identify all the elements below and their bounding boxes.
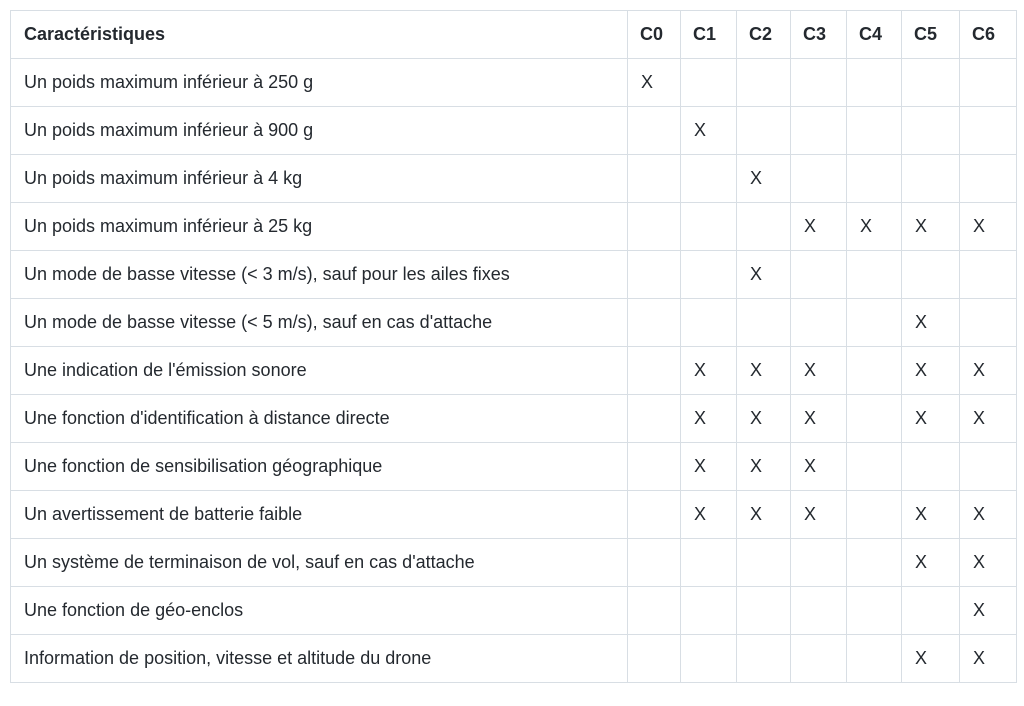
class-mark-cell-c4 (847, 635, 902, 683)
class-mark-cell-c5: X (902, 635, 960, 683)
class-mark-cell-c6 (960, 251, 1017, 299)
table-row (11, 635, 1017, 683)
class-mark-cell-c6: X (960, 539, 1017, 587)
header-class-c6: C6 (960, 11, 1017, 59)
class-mark-cell-c2 (737, 203, 791, 251)
class-mark-cell-c0: X (628, 59, 681, 107)
class-mark-cell-c0 (628, 395, 681, 443)
class-mark-cell-c3 (791, 299, 847, 347)
class-mark-cell-c5 (902, 59, 960, 107)
header-class-c2: C2 (737, 11, 791, 59)
class-mark-cell-c4 (847, 107, 902, 155)
table-row (11, 395, 1017, 443)
class-mark-cell-c5 (902, 587, 960, 635)
class-mark-cell-c3 (791, 59, 847, 107)
class-mark-cell-c5: X (902, 539, 960, 587)
class-mark-cell-c6 (960, 299, 1017, 347)
header-characteristics: Caractéristiques (11, 11, 628, 59)
class-mark-cell-c6: X (960, 491, 1017, 539)
class-mark-cell-c3: X (791, 203, 847, 251)
class-mark-cell-c0 (628, 635, 681, 683)
class-mark-cell-c6: X (960, 587, 1017, 635)
table-row (11, 107, 1017, 155)
class-mark-cell-c5 (902, 443, 960, 491)
class-mark-cell-c3: X (791, 395, 847, 443)
class-mark-cell-c2: X (737, 395, 791, 443)
class-mark-cell-c3 (791, 155, 847, 203)
class-mark-cell-c2: X (737, 251, 791, 299)
class-mark-cell-c0 (628, 251, 681, 299)
row-characteristic-label: Information de position, vitesse et altitude du drone (11, 635, 628, 683)
class-mark-cell-c4 (847, 155, 902, 203)
class-mark-cell-c1: X (681, 347, 737, 395)
class-mark-cell-c5: X (902, 395, 960, 443)
table-body (11, 59, 1017, 683)
class-mark-cell-c0 (628, 155, 681, 203)
class-mark-cell-c0 (628, 443, 681, 491)
table-row (11, 299, 1017, 347)
class-mark-cell-c4 (847, 347, 902, 395)
row-characteristic-label: Une fonction de géo-enclos (11, 587, 628, 635)
class-mark-cell-c2 (737, 635, 791, 683)
class-mark-cell-c3: X (791, 347, 847, 395)
class-mark-cell-c1: X (681, 107, 737, 155)
class-mark-cell-c1 (681, 539, 737, 587)
class-mark-cell-c1 (681, 587, 737, 635)
class-mark-cell-c4 (847, 59, 902, 107)
class-mark-cell-c1 (681, 203, 737, 251)
class-mark-cell-c2 (737, 107, 791, 155)
header-class-c0: C0 (628, 11, 681, 59)
class-mark-cell-c4 (847, 491, 902, 539)
table-row (11, 539, 1017, 587)
class-mark-cell-c5 (902, 107, 960, 155)
table-row (11, 203, 1017, 251)
class-mark-cell-c5: X (902, 347, 960, 395)
class-mark-cell-c6: X (960, 203, 1017, 251)
characteristics-table (10, 10, 1017, 683)
class-mark-cell-c5: X (902, 491, 960, 539)
class-mark-cell-c6 (960, 155, 1017, 203)
class-mark-cell-c4: X (847, 203, 902, 251)
table-header-row (11, 11, 1017, 59)
class-mark-cell-c6 (960, 107, 1017, 155)
class-mark-cell-c2: X (737, 347, 791, 395)
table-row (11, 491, 1017, 539)
class-mark-cell-c5 (902, 155, 960, 203)
header-class-c4: C4 (847, 11, 902, 59)
class-mark-cell-c6 (960, 59, 1017, 107)
row-characteristic-label: Un système de terminaison de vol, sauf en cas d'attache (11, 539, 628, 587)
class-mark-cell-c6: X (960, 395, 1017, 443)
row-characteristic-label: Un mode de basse vitesse (< 5 m/s), sauf en cas d'attache (11, 299, 628, 347)
class-mark-cell-c5: X (902, 203, 960, 251)
header-class-c3: C3 (791, 11, 847, 59)
class-mark-cell-c0 (628, 587, 681, 635)
row-characteristic-label: Une fonction d'identification à distance directe (11, 395, 628, 443)
table-row (11, 155, 1017, 203)
class-mark-cell-c4 (847, 443, 902, 491)
row-characteristic-label: Une indication de l'émission sonore (11, 347, 628, 395)
class-mark-cell-c5 (902, 251, 960, 299)
table-row (11, 443, 1017, 491)
class-mark-cell-c3 (791, 635, 847, 683)
table-row (11, 59, 1017, 107)
class-mark-cell-c0 (628, 539, 681, 587)
class-mark-cell-c4 (847, 251, 902, 299)
class-mark-cell-c1 (681, 251, 737, 299)
class-mark-cell-c4 (847, 395, 902, 443)
class-mark-cell-c4 (847, 587, 902, 635)
class-mark-cell-c0 (628, 347, 681, 395)
class-mark-cell-c0 (628, 299, 681, 347)
table-row (11, 347, 1017, 395)
row-characteristic-label: Un avertissement de batterie faible (11, 491, 628, 539)
class-mark-cell-c0 (628, 107, 681, 155)
class-mark-cell-c6: X (960, 635, 1017, 683)
class-mark-cell-c2: X (737, 443, 791, 491)
class-mark-cell-c3 (791, 587, 847, 635)
class-mark-cell-c2 (737, 539, 791, 587)
class-mark-cell-c1: X (681, 395, 737, 443)
class-mark-cell-c1 (681, 635, 737, 683)
class-mark-cell-c5: X (902, 299, 960, 347)
row-characteristic-label: Un mode de basse vitesse (< 3 m/s), sauf pour les ailes fixes (11, 251, 628, 299)
row-characteristic-label: Un poids maximum inférieur à 250 g (11, 59, 628, 107)
class-mark-cell-c1 (681, 155, 737, 203)
row-characteristic-label: Un poids maximum inférieur à 900 g (11, 107, 628, 155)
class-mark-cell-c2 (737, 587, 791, 635)
class-mark-cell-c6 (960, 443, 1017, 491)
class-mark-cell-c2: X (737, 491, 791, 539)
header-class-c1: C1 (681, 11, 737, 59)
class-mark-cell-c6: X (960, 347, 1017, 395)
class-mark-cell-c3 (791, 107, 847, 155)
row-characteristic-label: Un poids maximum inférieur à 4 kg (11, 155, 628, 203)
class-mark-cell-c3: X (791, 443, 847, 491)
class-mark-cell-c1: X (681, 443, 737, 491)
header-class-c5: C5 (902, 11, 960, 59)
row-characteristic-label: Une fonction de sensibilisation géographique (11, 443, 628, 491)
class-mark-cell-c2 (737, 299, 791, 347)
class-mark-cell-c1 (681, 299, 737, 347)
class-mark-cell-c2: X (737, 155, 791, 203)
characteristics-table-container (10, 10, 1017, 683)
class-mark-cell-c3: X (791, 491, 847, 539)
class-mark-cell-c4 (847, 539, 902, 587)
class-mark-cell-c1 (681, 59, 737, 107)
class-mark-cell-c4 (847, 299, 902, 347)
table-row (11, 251, 1017, 299)
class-mark-cell-c0 (628, 491, 681, 539)
class-mark-cell-c2 (737, 59, 791, 107)
class-mark-cell-c3 (791, 251, 847, 299)
class-mark-cell-c3 (791, 539, 847, 587)
class-mark-cell-c1: X (681, 491, 737, 539)
class-mark-cell-c0 (628, 203, 681, 251)
row-characteristic-label: Un poids maximum inférieur à 25 kg (11, 203, 628, 251)
table-row (11, 587, 1017, 635)
